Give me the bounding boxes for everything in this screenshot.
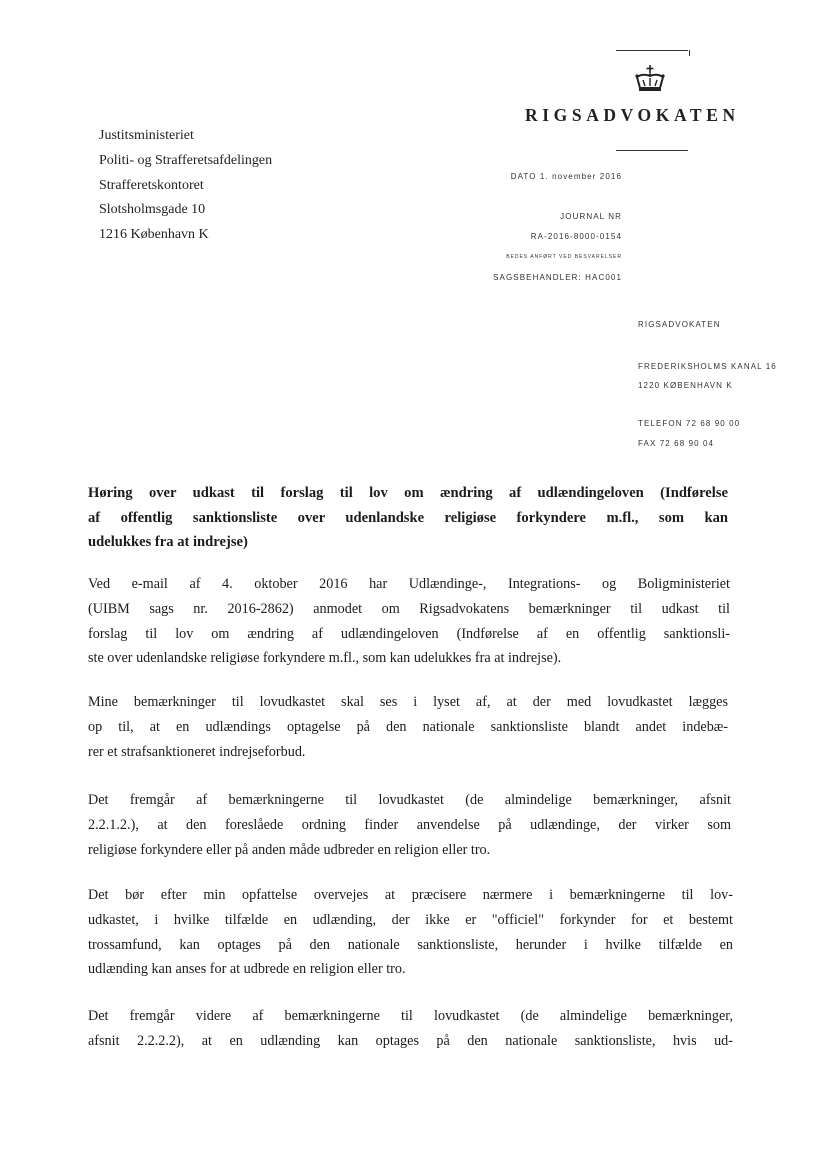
paragraph-line: Det fremgår videre af bemærkningerne til lovudkastet (de almindelige bemærkninger, [88,1008,733,1024]
crest-bottom-line [616,150,688,151]
paragraph-line: religiøse forkyndere eller på anden måde udbreder en religion eller tro. [88,841,491,858]
body-paragraph [88,788,731,862]
case-handler: SAGSBEHANDLER: HAC001 [493,273,622,282]
paragraph-line: Det bør efter min opfattelse overvejes at præcisere nærmere i bemærkningerne til lov- [88,887,733,903]
sender-name: RIGSADVOKATEN [638,320,721,329]
sender-fax: FAX 72 68 90 04 [638,439,715,448]
paragraph-line: 2.2.1.2.), at den foreslåede ordning finder anvendelse på udlændinge, der virker som [88,816,731,833]
letter-subject [88,481,728,555]
recipient-line: Slotsholmsgade 10 [99,202,206,218]
paragraph-line: afsnit 2.2.2.2), at en udlænding kan optages på den nationale sanktionsliste, hvis ud- [88,1032,733,1049]
paragraph-line: rer et strafsanktioneret indrejseforbud. [88,743,306,760]
crest-top-line [616,50,688,51]
subject-line: af offentlig sanktionsliste over udenlandske religiøse forkyndere m.fl., som kan [88,509,728,526]
recipient-address [99,124,272,248]
body-paragraph [88,690,728,764]
sender-street: FREDERIKSHOLMS KANAL 16 [638,362,777,371]
recipient-line: Politi- og Strafferetsafdelingen [99,152,273,168]
subject-line: Høring over udkast til forslag til lov om ændring af udlændingeloven (Indførelse [88,485,728,501]
journal-label: JOURNAL NR [560,212,622,221]
recipient-line: Justitsministeriet [99,128,194,143]
paragraph-line: (UIBM sags nr. 2016-2862) anmodet om Rigsadvokatens bemærkninger til udkast til [88,600,730,617]
paragraph-line: op til, at en udlændings optagelse på den nationale sanktionsliste blandt andet indebæ- [88,718,728,735]
subject-line: udelukkes fra at indrejse) [88,534,248,551]
paragraph-line: trossamfund, kan optages på den nationale sanktionsliste, herunder i hvilke tilfælde en [88,936,733,953]
paragraph-line: forslag til lov om ændring af udlændingeloven (Indførelse af en offentlig sanktionsli- [88,625,730,642]
reference-note: BEDES ANFØRT VED BESVARELSER [506,254,622,260]
recipient-line: 1216 København K [99,227,209,243]
body-paragraph [88,572,730,671]
paragraph-line: udkastet, i hvilke tilfælde en udlænding, der ikke er "officiel" forkynder for et bestemt [88,911,733,928]
sender-city: 1220 KØBENHAVN K [638,381,733,390]
crown-icon [634,64,666,94]
body-paragraph [88,1004,733,1054]
document-date: DATO 1. november 2016 [510,172,622,181]
journal-number: RA-2016-8000-0154 [530,232,622,241]
organization-title: RIGSADVOKATEN [525,105,740,125]
recipient-line: Strafferetskontoret [99,177,204,193]
paragraph-line: ste over udenlandske religiøse forkyndere m.fl., som kan udelukkes fra at indrejse). [88,650,562,667]
sender-phone: TELEFON 72 68 90 00 [638,419,741,428]
paragraph-line: Ved e-mail af 4. oktober 2016 har Udlændinge-, Integrations- og Boligministeriet [88,576,730,592]
paragraph-line: Det fremgår af bemærkningerne til lovudkastet (de almindelige bemærkninger, afsnit [88,792,731,808]
body-paragraph [88,883,733,982]
paragraph-line: udlænding kan anses for at udbrede en religion eller tro. [88,961,406,978]
paragraph-line: Mine bemærkninger til lovudkastet skal ses i lyset af, at der med lovudkastet lægges [88,694,728,710]
